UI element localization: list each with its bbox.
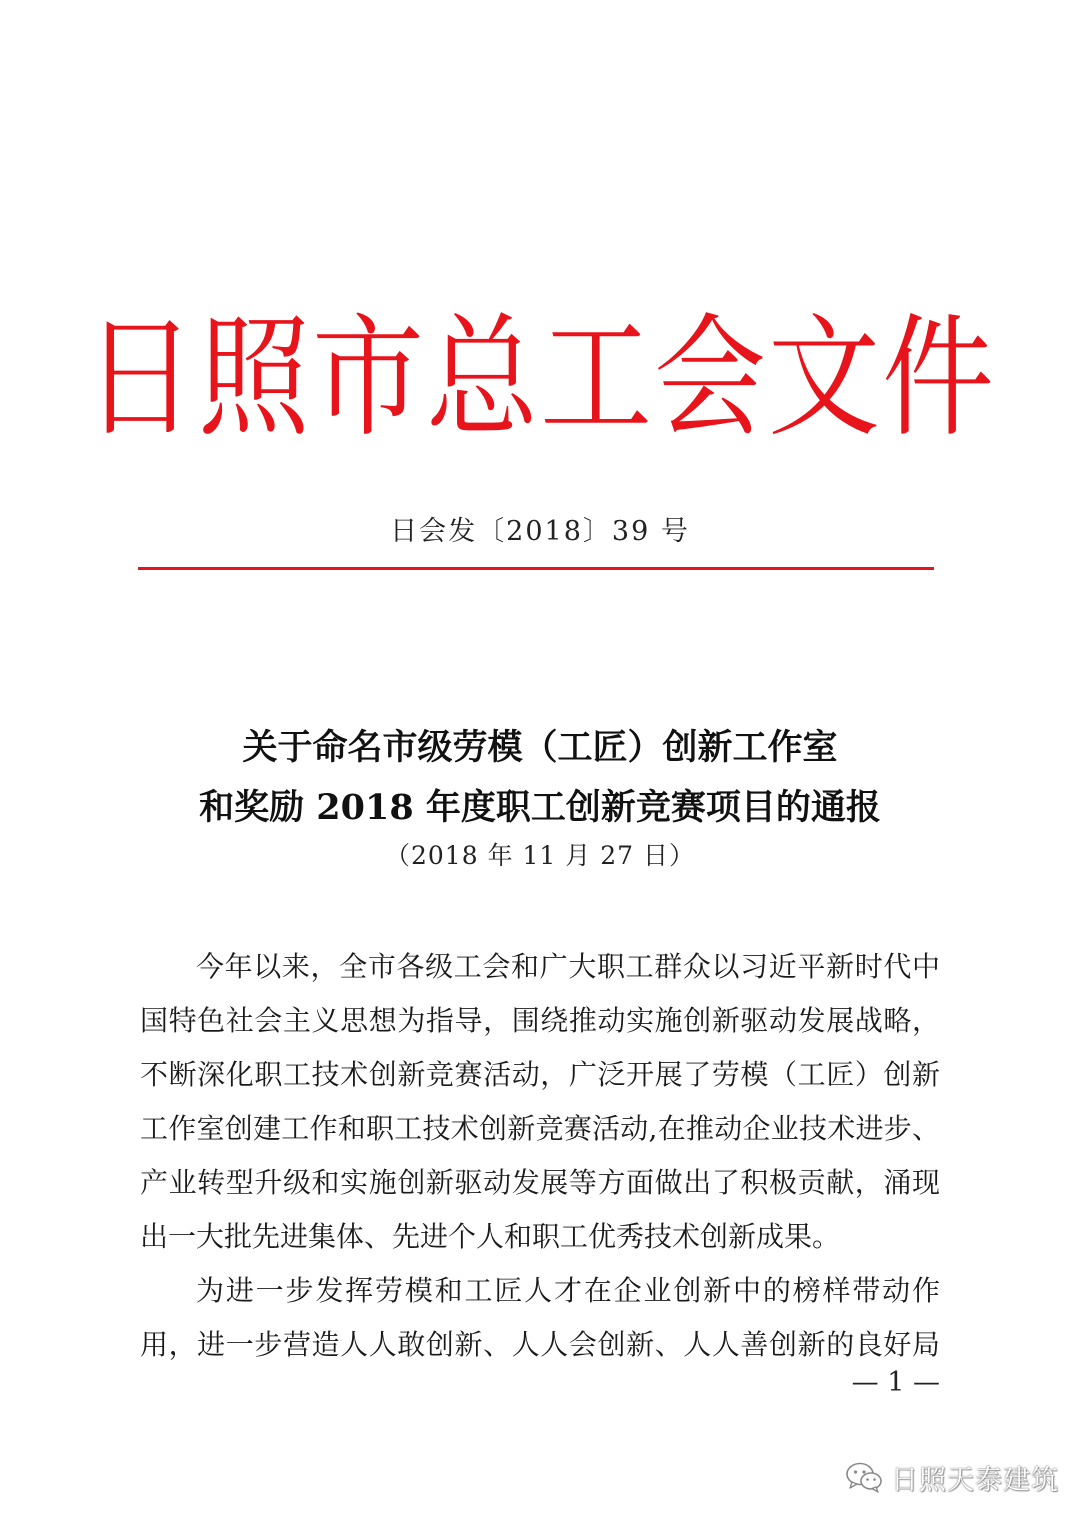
document-number: 日会发〔2018〕39 号 <box>390 516 690 547</box>
body-line: 不断深化职工技术创新竞赛活动，广泛开展了劳模（工匠）创新 <box>140 1058 940 1091</box>
issuer-title: 日照市总工会文件 <box>84 301 996 456</box>
title-line-2: 和奖励 2018 年度职工创新竞赛项目的通报 <box>199 787 881 828</box>
body-line: 用，进一步营造人人敢创新、人人会创新、人人善创新的良好局 <box>140 1328 940 1361</box>
body-line: 为进一步发挥劳模和工匠人才在企业创新中的榜样带动作 <box>196 1274 940 1307</box>
document-title <box>0 718 1080 838</box>
body-text <box>140 940 940 1372</box>
body-line: 出一大批先进集体、先进个人和职工优秀技术创新成果。 <box>140 1220 841 1253</box>
watermark-label: 日照天泰建筑 <box>891 1464 1059 1496</box>
title-line-1: 关于命名市级劳模（工匠）创新工作室 <box>242 727 838 768</box>
document-date: （2018 年 11 月 27 日） <box>385 841 695 870</box>
wechat-icon <box>845 1461 883 1493</box>
body-line: 国特色社会主义思想为指导，围绕推动实施创新驱动发展战略， <box>140 1004 940 1037</box>
body-line: 今年以来，全市各级工会和广大职工群众以习近平新时代中 <box>196 950 940 983</box>
body-line: 工作室创建工作和职工技术创新竞赛活动,在推动企业技术进步、 <box>140 1112 940 1145</box>
watermark <box>845 1452 1059 1502</box>
red-divider <box>138 567 934 570</box>
body-line: 产业转型升级和实施创新驱动发展等方面做出了积极贡献，涌现 <box>140 1166 940 1199</box>
page-number: — 1 — <box>851 1367 940 1398</box>
